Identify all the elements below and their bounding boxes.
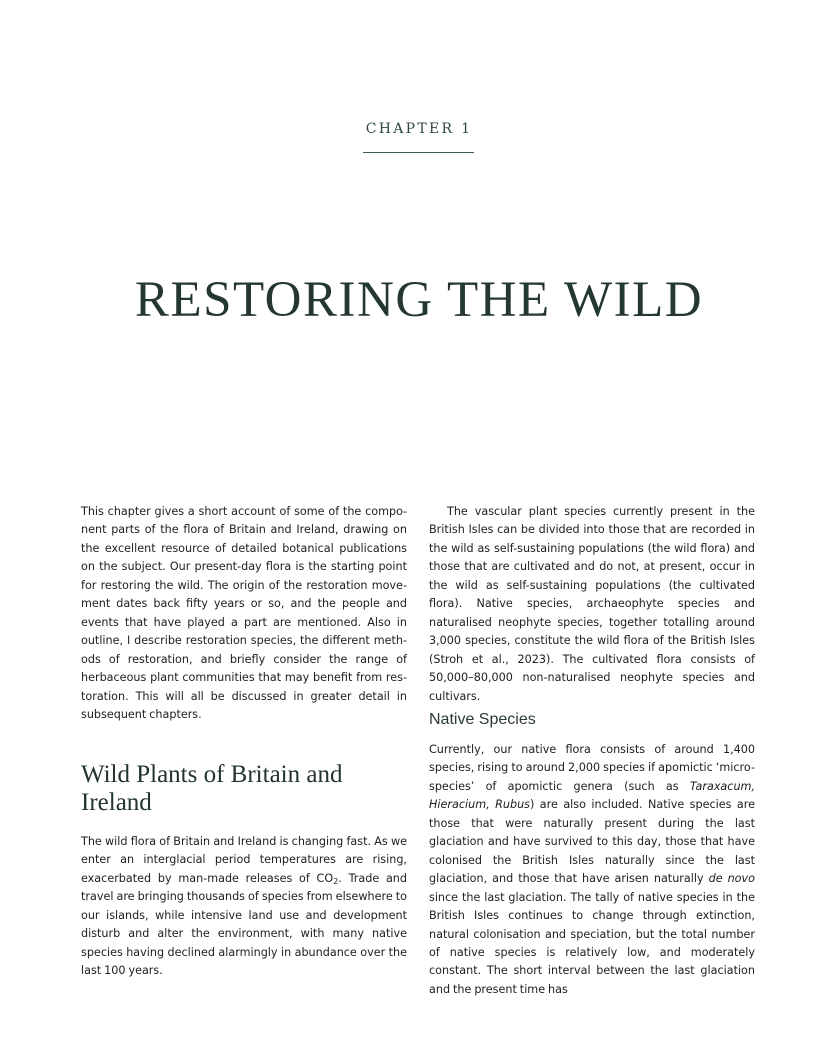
chapter-title: RESTORING THE WILD <box>134 272 704 328</box>
intro-paragraph: This chapter gives a short account of some of the component parts of the flora of Britain and Ireland, drawing on the excellent resource of detailed botanical publications on the subject. Our present-day flora is the starting point for restoring the wild. The origin of the restoration movement dates back fifty years or so, and the people and events that have played a part are mentioned. Also in outline, I describe restoration species, the different methods of restoration, and briefly consider the range of herbaceous plant communities that may benefit from restoration. This will all be discussed in greater detail in subsequent chapters. <box>81 505 407 721</box>
intro-paragraph-block <box>81 503 407 724</box>
vascular-paragraph-block <box>429 503 755 706</box>
section-heading-wild-plants: Wild Plants of Britain and Ireland <box>81 761 343 816</box>
section-heading-native-species: Native Species <box>429 711 536 728</box>
wild-plants-text-part2: . Trade and travel are bringing thousands of species from elsewhere to our islands, while intensive land use and development disturb and alter the environment, with many native species having declined alarmingly in abundance over the last 100 years. <box>81 871 407 978</box>
wild-plants-paragraph <box>81 833 407 981</box>
native-text-part2: ) are also included. Native species are those that were naturally present during the last glaciation and have survived to this day, those that have colonised the British Isles naturally since the last glaciation, and those that have arisen naturally <box>429 798 755 886</box>
native-text-part3: since the last glaciation. The tally of native species in the British Isles continues to change through extinction, natural colonisation and speciation, but the total number of native species is relatively low, and moderately constant. The short interval between the last glaciation and the present time has <box>429 890 755 996</box>
wild-plants-text-part1: The wild flora of Britain and Ireland is changing fast. As we enter an interglacial period temperatures are rising, exacerbated by man-made releases of CO <box>81 835 407 885</box>
chapter-label: CHAPTER 1 <box>365 121 473 137</box>
co2-subscript: 2 <box>333 876 339 886</box>
genera-italic: Taraxacum, Hieracium, Rubus <box>429 779 755 812</box>
vascular-paragraph: The vascular plant species currently present in the British Isles can be divided into those that are recorded in the wild as self-sustaining populations (the wild flora) and those that are cultivated and do not, at present, occur in the wild as self-sustaining populations (the cultivated flora). Native species, archaeophyte species and naturalised neophyte species, together totalling around 3,000 species, constitute the wild flora of the British Isles (Stroh et al., 2023). The cultivated flora consists of 50,000–80,000 non-naturalised neophyte species and cultivars. <box>429 505 755 703</box>
de-novo-italic: de novo <box>708 872 755 886</box>
native-species-paragraph-block <box>429 741 755 999</box>
native-text-part1: Currently, our native flora consists of around 1,400 species, rising to around 2,000 species if apomictic ‘micro-species’ of apomictic genera (such as <box>429 743 755 793</box>
wild-plants-paragraph-block <box>81 833 407 981</box>
native-species-paragraph <box>429 741 755 999</box>
chapter-divider <box>363 152 474 153</box>
